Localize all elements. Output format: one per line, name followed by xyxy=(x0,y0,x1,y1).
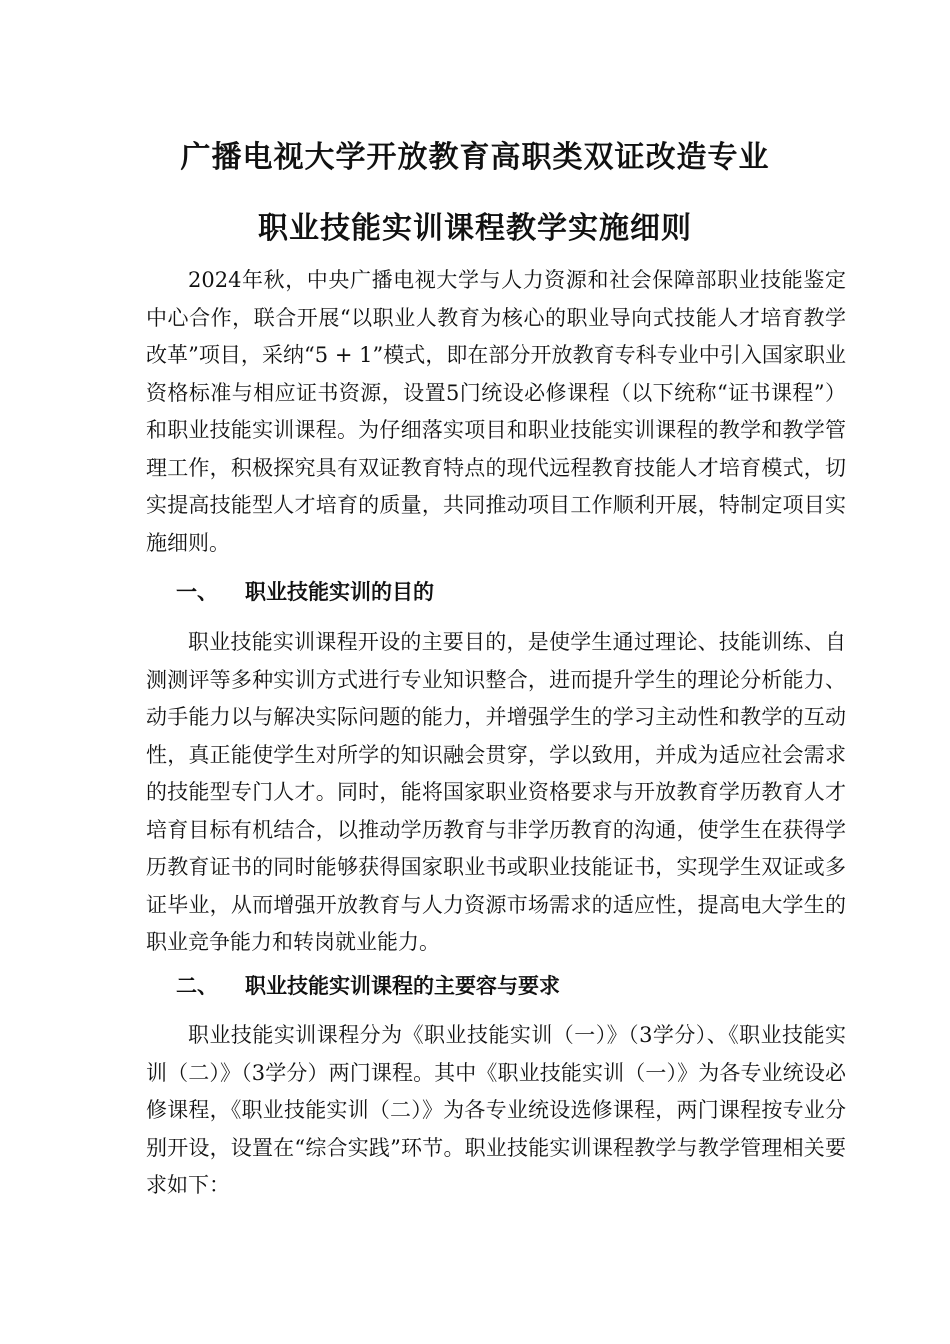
section-1-number: 一、 xyxy=(176,580,218,604)
section-1-heading xyxy=(176,576,434,606)
section-2-title: 职业技能实训课程的主要容与要求 xyxy=(245,974,560,998)
section-1-title: 职业技能实训的目的 xyxy=(245,580,434,604)
section-1-paragraph: 职业技能实训课程开设的主要目的，是使学生通过理论、技能训练、自测测评等多种实训方式进行专业知识整合，进而提升学生的理论分析能力、动手能力以与解决实际问题的能力，并增强学生的学习主动性和教学的互动性，真正能使学生对所学的知识融会贯穿，学以致用，并成为适应社会需求的技能型专门人才。同时，能将国家职业资格要求与开放教育学历教育人才培育目标有机结合，以推动学历教育与非学历教育的沟通，使学生在获得学历教育证书的同时能够获得国家职业书或职业技能证书，实现学生双证或多证毕业，从而增强开放教育与人力资源市场需求的适应性，提高电大学生的职业竞争能力和转岗就业能力。 xyxy=(146,630,846,954)
document-title-line-2: 职业技能实训课程教学实施细则 xyxy=(258,211,692,246)
section-2-number: 二、 xyxy=(176,974,218,998)
intro-paragraph: 2024年秋，中央广播电视大学与人力资源和社会保障部职业技能鉴定中心合作，联合开展“以职业人教育为核心的职业导向式技能人才培育教学改革”项目，采纳“5 + 1”模式，即在部分开放教育专科专业中引入国家职业资格标准与相应证书资源，设置5门统设必修课程（以下统称“证书课程”）和职业技能实训课程。为仔细落实项目和职业技能实训课程的教学和教学管理工作，积极探究具有双证教育特点的现代远程教育技能人才培育模式，切实提高技能型人才培育的质量，共同推动项目工作顺利开展，特制定项目实施细则。 xyxy=(146,268,846,555)
section-2-heading xyxy=(176,970,560,1000)
document-title-line-1: 广播电视大学开放教育高职类双证改造专业 xyxy=(180,140,770,175)
section-2-paragraph: 职业技能实训课程分为《职业技能实训（一）》（3学分）、《职业技能实训（二）》（3学分）两门课程。其中《职业技能实训（一）》为各专业统设必修课程，《职业技能实训（二）》为各专业统设选修课程，两门课程按专业分别开设，设置在“综合实践”环节。职业技能实训课程教学与教学管理相关要求如下： xyxy=(146,1023,846,1197)
